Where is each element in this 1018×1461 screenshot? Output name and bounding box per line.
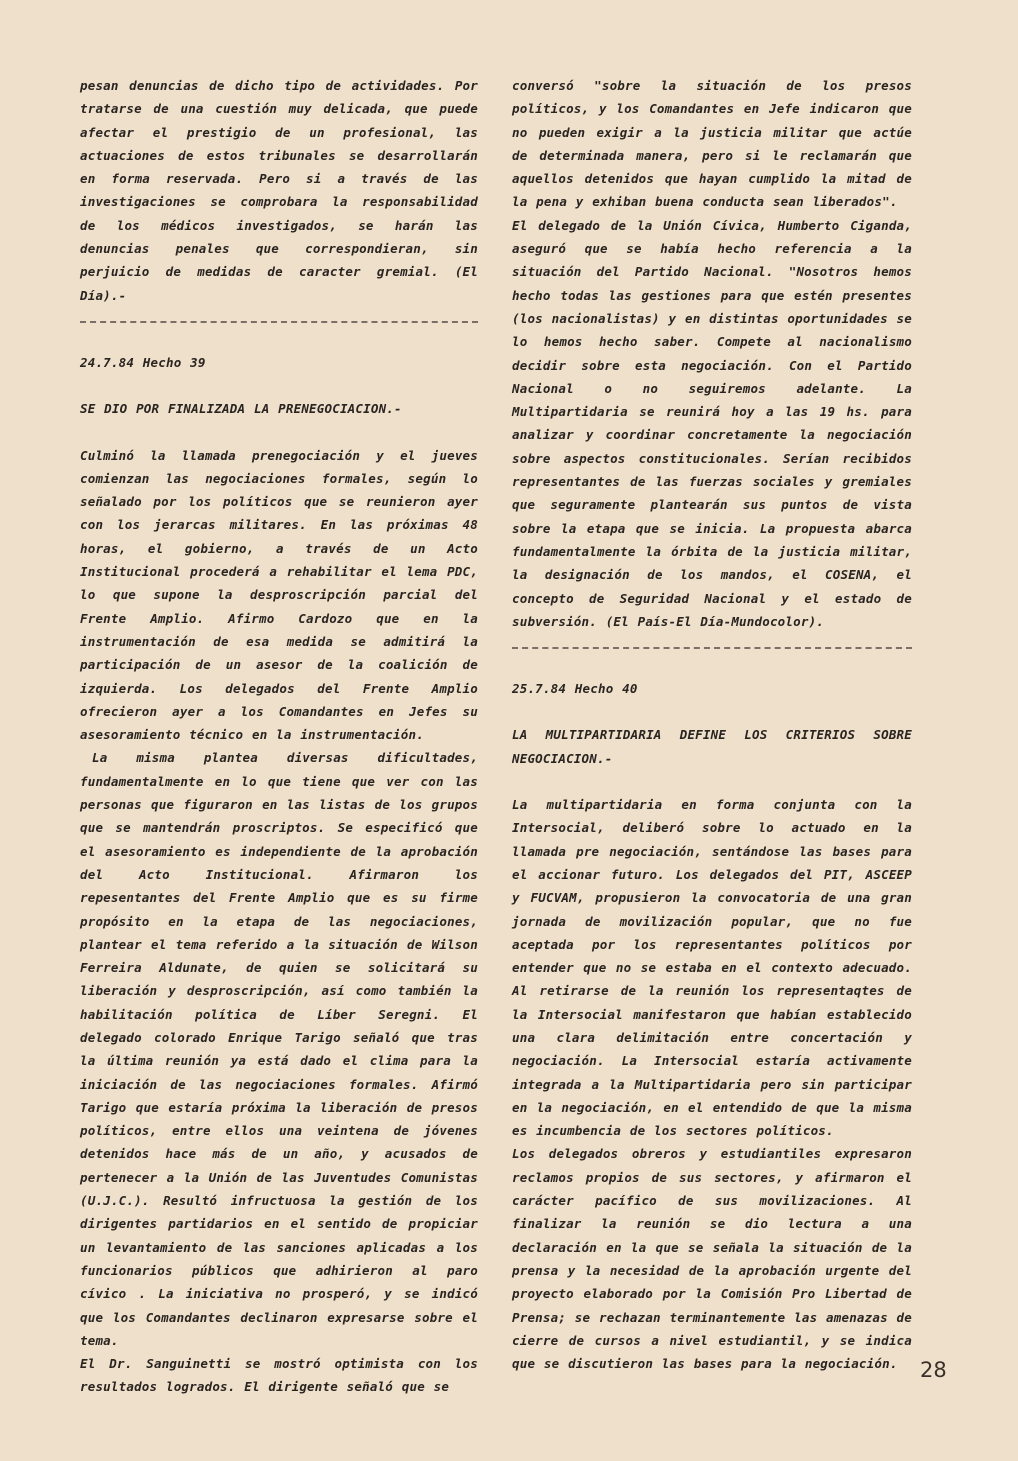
right-column — [512, 74, 912, 1375]
left-paragraph-1: pesan denuncias de dicho tipo de actividades. Por tratarse de una cuestión muy delicada, que puede afectar el prestigio de un profesional, las actuaciones de estos tribunales se desarrollarán en forma reservada. Pero si a través de las investigaciones se comprobara la responsabilidad de los médicos investigados, se harán las denuncias penales que correspondieran, sin perjuicio de medidas de caracter gremial. (El Día).- — [80, 78, 478, 303]
entry-headline: SE DIO POR FINALIZADA LA PRENEGOCIACION.- — [80, 401, 402, 417]
dashed-separator — [512, 647, 912, 657]
page-number: 28 — [920, 1358, 947, 1382]
right-paragraph-3: La multipartidaria en forma conjunta con la Intersocial, deliberó sobre lo actuado en la llamada pre negociación, sentándose las bases para el accionar futuro. Los delegados del PIT, ASCEEP y FUCVAM, propusieron la convocatoria de una gran jornada de movilización popular, que no fue aceptada por los representantes políticos por entender que no se estaba en el contexto adecuado. Al retirarse de la reunión los representaqtes de la Intersocial manifestaron que habían establecido una clara delimitación entre concertación y negociación. La Intersocial estaría activamente integrada a la Multipartidaria pero sin participar en la negociación, en el entendido de que la misma es incumbencia de los sectores políticos. — [512, 797, 912, 1139]
right-paragraph-1: conversó "sobre la situación de los presos políticos, y los Comandantes en Jefe indicaron que no pueden exigir a la justicia militar que actúe de determinada manera, pero si le reclamarán que aquellos detenidos que hayan cumplido la mitad de la pena y exhiban buena conducta sean liberados". — [512, 78, 912, 210]
left-paragraph-4: El Dr. Sanguinetti se mostró optimista con los resultados logrados. El dirigente señaló que se — [80, 1356, 478, 1395]
entry-headline: LA MULTIPARTIDARIA DEFINE LOS CRITERIOS SOBRE NEGOCIACION.- — [512, 727, 912, 766]
left-paragraph-3: La misma plantea diversas dificultades, fundamentalmente en lo que tiene que ver con las personas que figuraron en las listas de los grupos que se mantendrán proscriptos. Se especificó que el asesoramiento es independiente de la aprobación del Acto Institucional. Afirmaron los repesentantes del Frente Amplio que es su firme propósito en la etapa de las negociaciones, plantear el tema referido a la situación de Wilson Ferreira Aldunate, de quien se solicitará su liberación y desproscripción, así como también la habilitación política de Líber Seregni. El delegado colorado Enrique Tarigo señaló que tras la última reunión ya está dado el clima para la iniciación de las negociaciones formales. Afirmó Tarigo que estaría próxima la liberación de presos políticos, entre ellos una veintena de jóvenes detenidos hace más de un año, y acusados de pertenecer a la Unión de las Juventudes Comunistas (U.J.C.). Resultó infructuosa la gestión de los dirigentes partidarios en el sentido de propiciar un levantamiento de las sanciones aplicadas a los funcionarios públicos que adhirieron al paro cívico . La iniciativa no prosperó, y se indicó que los Comandantes declinaron expresarse sobre el tema. — [80, 750, 478, 1348]
entry-date-line: 24.7.84 Hecho 39 — [80, 354, 206, 370]
left-paragraph-2: Culminó la llamada prenegociación y el jueves comienzan las negociaciones formales, según lo señalado por los políticos que se reunieron ayer con los jerarcas militares. En las próximas 48 horas, el gobierno, a través de un Acto Institucional procederá a rehabilitar el lema PDC, lo que supone la desproscripción parcial del Frente Amplio. Afirmo Cardozo que en la instrumentación de esa medida se admitirá la participación de un asesor de la coalición de izquierda. Los delegados del Frente Amplio ofrecieron ayer a los Comandantes en Jefes su asesoramiento técnico en la instrumentación. — [80, 447, 478, 743]
right-paragraph-4: Los delegados obreros y estudiantiles expresaron reclamos propios de sus sectores, y afirmaron el carácter pacífico de sus movilizaciones. Al finalizar la reunión se dio lectura a una declaración en la que se señala la situación de la prensa y la necesidad de la aprobación urgente del proyecto elaborado por la Comisión Pro Libertad de Prensa; se rechazan terminantemente las amenazas de cierre de cursos a nivel estudiantil, y se indica que se discutieron las bases para la negociación. — [512, 1146, 913, 1372]
entry-date-line: 25.7.84 Hecho 40 — [512, 681, 638, 697]
dashed-separator — [80, 321, 478, 331]
right-paragraph-2: El delegado de la Unión Cívica, Humberto Ciganda, aseguró que se había hecho referencia a la situación del Partido Nacional. "Nosotros hemos hecho todas las gestiones para que estén presentes (los nacionalistas) y en distintas oportunidades se lo hemos hecho saber. Compete al nacionalismo decidir sobre esta negociación. Con el Partido Nacional o no seguiremos adelante. La Multipartidaria se reunirá hoy a las 19 hs. para analizar y coordinar concretamente la negociación sobre aspectos constitucionales. Serían recibidos representantes de las fuerzas sociales y gremiales que seguramente plantearán sus puntos de vista sobre la etapa que se inicia. La propuesta abarca fundamentalmente la órbita de la justicia militar, la designación de los mandos, el COSENA, el concepto de Seguridad Nacional y el estado de subversión. (El País-El Día-Mundocolor). — [512, 217, 913, 629]
left-column — [80, 74, 478, 1399]
